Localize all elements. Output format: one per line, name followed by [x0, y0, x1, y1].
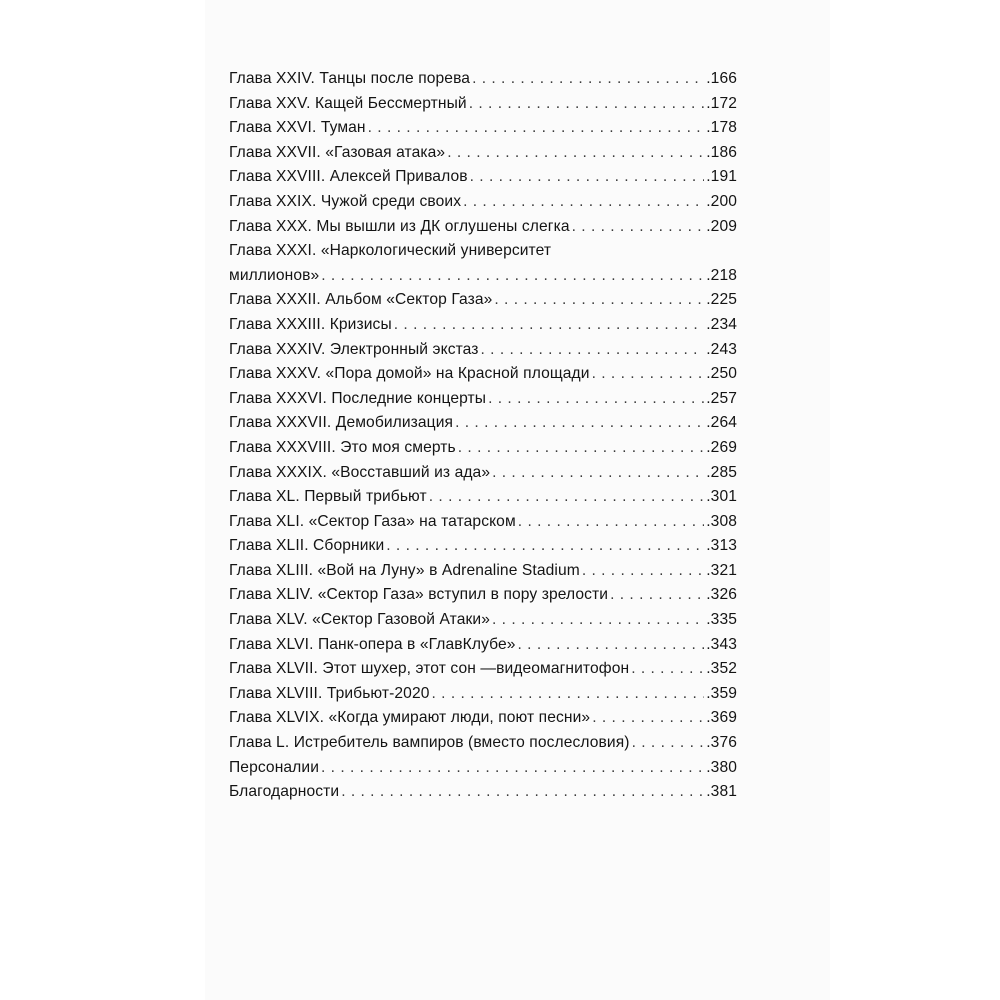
dot-leader: [321, 264, 704, 289]
toc-entry-title: Глава XLVII. Этот шухер, этот сон —видеомагнитофон: [229, 660, 630, 678]
dot-leader: [447, 141, 704, 166]
dot-leader: [432, 682, 705, 707]
toc-entry-page-number: .308: [706, 512, 737, 530]
toc-entry-title: Глава XXVI. Туман: [229, 119, 366, 137]
toc-entry: [229, 338, 737, 363]
toc-entry-page-number: .218: [706, 266, 737, 284]
toc-entry-title: Глава XXXVIII. Это моя смерть: [229, 438, 456, 456]
toc-entry-page-number: .200: [706, 192, 737, 210]
dot-leader: [386, 534, 704, 559]
toc-entry: [229, 387, 737, 412]
toc-entry: [229, 780, 737, 805]
toc-entry-page-number: .178: [706, 119, 737, 137]
toc-entry: [229, 682, 737, 707]
toc-entry-title: Глава XXIX. Чужой среди своих: [229, 192, 462, 210]
dot-leader: [368, 116, 705, 141]
toc-entry: [229, 461, 737, 486]
toc-entry-title: Глава XLIII. «Вой на Луну» в Adrenaline Stadium: [229, 561, 580, 579]
dot-leader: [488, 387, 704, 412]
toc-entry-page-number: .313: [706, 537, 737, 555]
toc-entry-title: Глава XLIV. «Сектор Газа» вступил в пору зрелости: [229, 586, 609, 604]
dot-leader: [321, 756, 704, 781]
toc-entry: [229, 756, 737, 781]
toc-entry-page-number: .186: [706, 143, 737, 161]
dot-leader: [492, 461, 704, 486]
dot-leader: [631, 657, 704, 682]
toc-entry: [229, 141, 737, 166]
toc-entry: [229, 411, 737, 436]
toc-entry: [229, 239, 737, 264]
toc-entry-page-number: .369: [706, 709, 737, 727]
dot-leader: [632, 731, 705, 756]
toc-entry: [229, 436, 737, 461]
toc-entry-title: Глава L. Истребитель вампиров (вместо послесловия): [229, 734, 630, 752]
toc-entry-page-number: .257: [706, 389, 737, 407]
dot-leader: [472, 67, 704, 92]
toc-entry-page-number: .209: [706, 217, 737, 235]
toc-entry: [229, 510, 737, 535]
dot-leader: [582, 559, 704, 584]
toc-entry-title: Глава XXXVI. Последние концерты: [229, 389, 487, 407]
toc-entry-title: Глава XLVIII. Трибьют-2020: [229, 684, 430, 702]
toc-entry-page-number: .166: [706, 70, 737, 87]
toc-entry: [229, 706, 737, 731]
toc-entry-page-number: .264: [706, 414, 737, 432]
toc-entry-page-number: .172: [706, 94, 737, 112]
toc-entry-title: Глава XXVIII. Алексей Привалов: [229, 168, 468, 186]
toc-entry-title: Глава XXXVII. Демобилизация: [229, 414, 454, 432]
toc-entry-title: Глава XLV. «Сектор Газовой Атаки»: [229, 611, 490, 629]
toc-entry-page-number: .234: [706, 315, 737, 333]
toc-entry: [229, 67, 737, 92]
toc-entry: [229, 583, 737, 608]
toc-entry: [229, 534, 737, 559]
dot-leader: [492, 608, 704, 633]
dot-leader: [463, 190, 704, 215]
toc-entry-page-number: .380: [706, 758, 737, 776]
toc-entry-page-number: .285: [706, 463, 737, 481]
toc-entry-title: Глава XLII. Сборники: [229, 537, 385, 555]
toc-entry-title: Глава XLI. «Сектор Газа» на татарском: [229, 512, 516, 530]
toc-entry-page-number: .381: [706, 783, 737, 801]
toc-entry-page-number: .376: [706, 734, 737, 752]
toc-entry: [229, 485, 737, 510]
toc-entry-title: миллионов»: [229, 266, 320, 284]
toc-entry: [229, 657, 737, 682]
dot-leader: [481, 338, 705, 363]
toc-entry: [229, 559, 737, 584]
dot-leader: [455, 411, 704, 436]
toc-entry: [229, 633, 737, 658]
toc-entry: [229, 190, 737, 215]
toc-entry: [229, 92, 737, 117]
dot-leader: [470, 165, 705, 190]
toc-entry-page-number: .343: [706, 635, 737, 653]
toc-entry-title: Глава XXIV. Танцы после порева: [229, 70, 471, 87]
toc-entry-title: Персоналии: [229, 758, 320, 776]
toc-entry-page-number: .301: [706, 488, 737, 506]
dot-leader: [429, 485, 704, 510]
table-of-contents: [229, 67, 737, 805]
toc-entry: [229, 608, 737, 633]
toc-entry: [229, 288, 737, 313]
toc-entry-page-number: .269: [706, 438, 737, 456]
toc-entry: [229, 215, 737, 240]
toc-entry-page-number: .243: [706, 340, 737, 358]
toc-entry-title: Глава XXXII. Альбом «Сектор Газа»: [229, 291, 493, 309]
toc-entry: [229, 731, 737, 756]
toc-entry-page-number: .335: [706, 611, 737, 629]
toc-entry-title: Глава XL. Первый трибьют: [229, 488, 427, 506]
toc-entry-title: Благодарности: [229, 783, 340, 801]
toc-entry-title: Глава XLVIX. «Когда умирают люди, поют песни»: [229, 709, 591, 727]
toc-entry-title: Глава XXXIX. «Восставший из ада»: [229, 463, 491, 481]
dot-leader: [518, 633, 705, 658]
toc-entry-page-number: .191: [706, 168, 737, 186]
dot-leader: [469, 92, 705, 117]
toc-entry: [229, 165, 737, 190]
toc-entry-title: Глава XXXIV. Электронный экстаз: [229, 340, 479, 358]
toc-entry-title: Глава XXXV. «Пора домой» на Красной площади: [229, 365, 590, 383]
toc-entry-page-number: .321: [706, 561, 737, 579]
toc-entry: [229, 264, 737, 289]
dot-leader: [394, 313, 704, 338]
dot-leader: [458, 436, 704, 461]
dot-leader: [572, 215, 705, 240]
toc-entry-page-number: .225: [706, 291, 737, 309]
toc-entry-page-number: .359: [706, 684, 737, 702]
toc-entry-title: Глава XXX. Мы вышли из ДК оглушены слегка: [229, 217, 570, 235]
dot-leader: [341, 780, 704, 805]
toc-entry: [229, 116, 737, 141]
dot-leader: [592, 362, 705, 387]
toc-entry: [229, 362, 737, 387]
toc-entry: [229, 313, 737, 338]
toc-entry-title: Глава XXV. Кащей Бессмертный: [229, 94, 467, 112]
toc-entry-title: Глава XXXIII. Кризисы: [229, 315, 392, 333]
toc-entry-title: Глава XLVI. Панк-опера в «ГлавКлубе»: [229, 635, 516, 653]
dot-leader: [494, 288, 704, 313]
dot-leader: [610, 583, 704, 608]
toc-entry-page-number: .352: [706, 660, 737, 678]
toc-entry-title: Глава XXXI. «Наркологический университет: [229, 242, 552, 260]
toc-entry-page-number: .250: [706, 365, 737, 383]
toc-entry-page-number: .326: [706, 586, 737, 604]
dot-leader: [592, 706, 704, 731]
dot-leader: [518, 510, 704, 535]
toc-entry-title: Глава XXVII. «Газовая атака»: [229, 143, 446, 161]
